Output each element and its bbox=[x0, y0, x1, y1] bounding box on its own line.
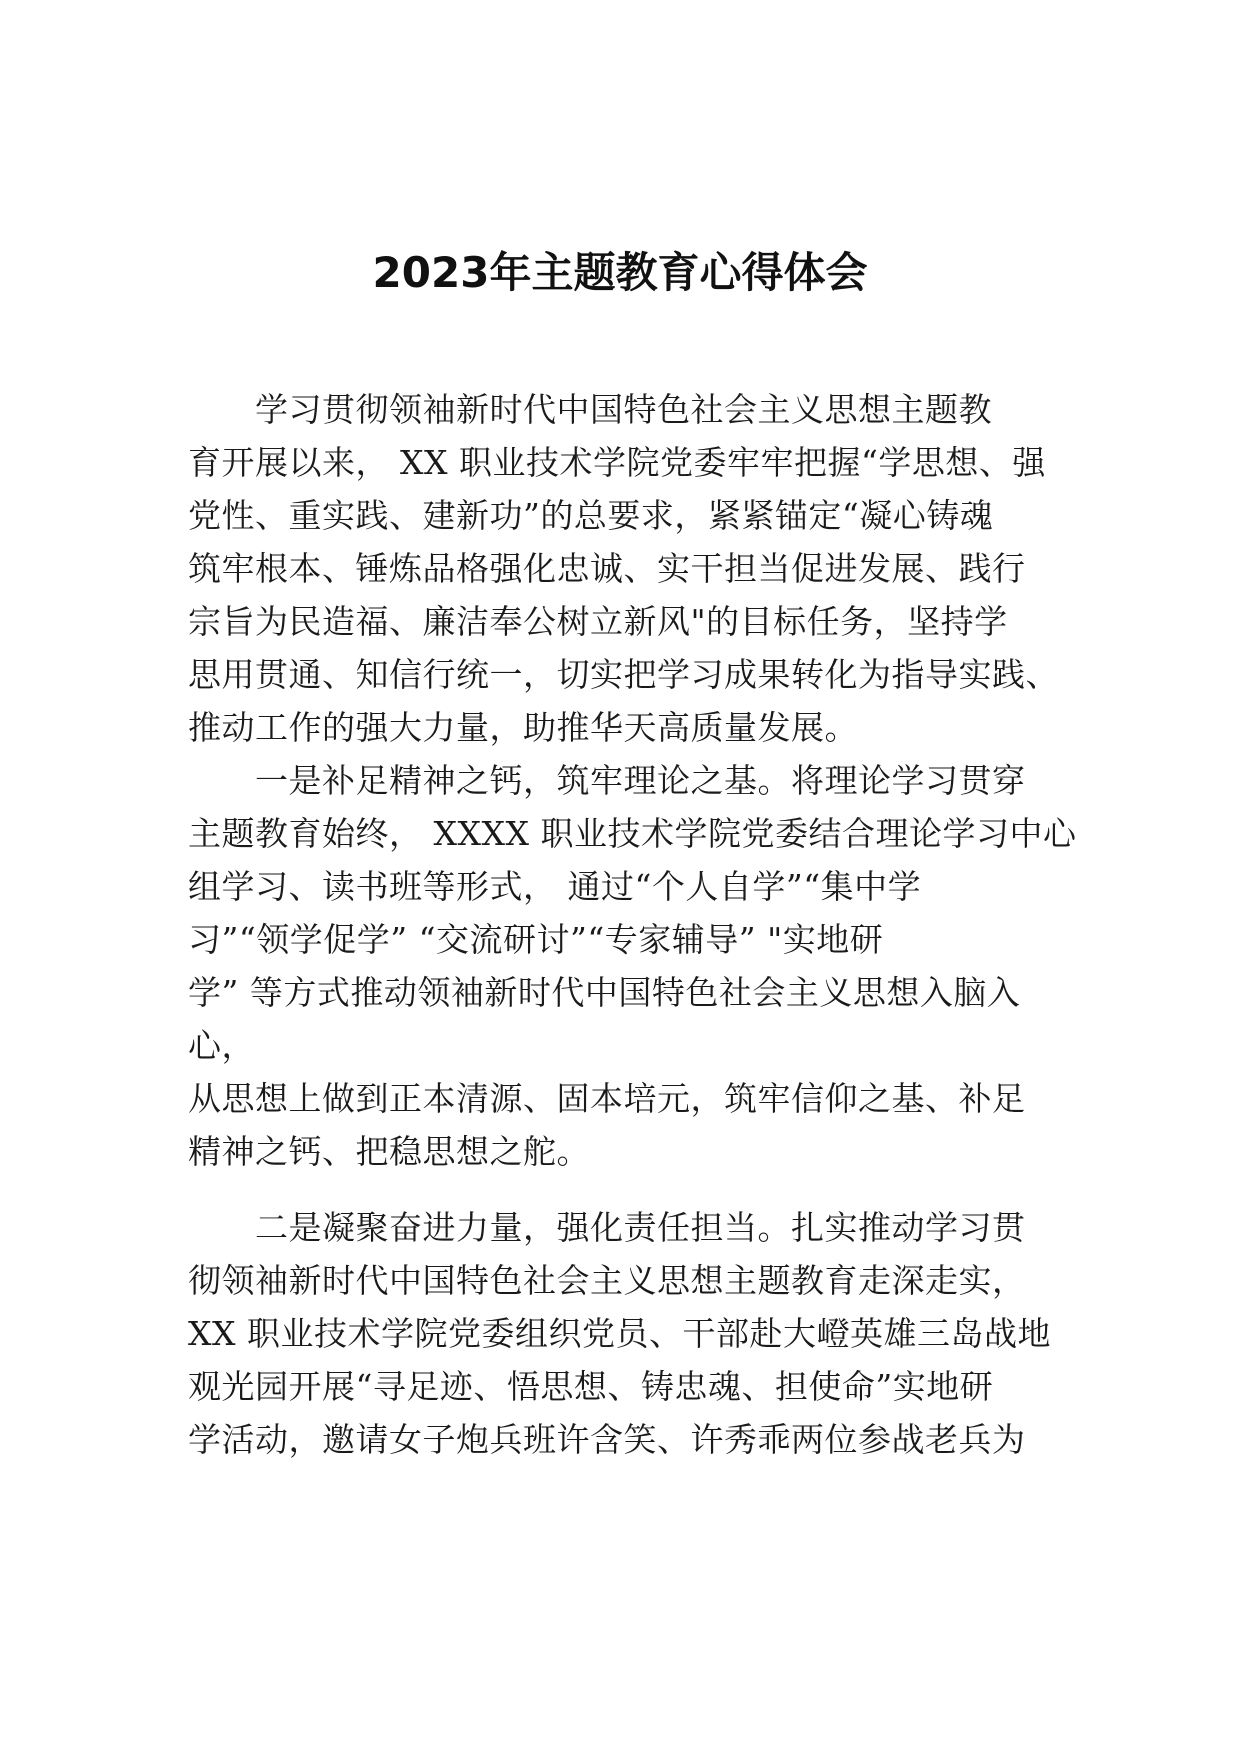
body-line: 彻领袖新时代中国特色社会主义思想主题教育走深走实， bbox=[188, 1261, 1026, 1300]
body-line: 一是补足精神之钙，筑牢理论之基。将理论学习贯穿 bbox=[255, 761, 1026, 800]
body-line: 学习贯彻领袖新时代中国特色社会主义思想主题教 bbox=[255, 390, 992, 429]
body-line: XX 职业技术学院党委组织党员、干部赴大嶝英雄三岛战地 bbox=[188, 1314, 1051, 1353]
body-line: 从思想上做到正本清源、固本培元，筑牢信仰之基、补足 bbox=[188, 1079, 1026, 1118]
body-line: 学活动，邀请女子炮兵班许含笑、许秀乖两位参战老兵为 bbox=[188, 1420, 1026, 1459]
body-line: 二是凝聚奋进力量，强化责任担当。扎实推动学习贯 bbox=[255, 1208, 1026, 1247]
body-line: 宗旨为民造福、廉洁奉公树立新风"的目标任务，坚持学 bbox=[188, 602, 1008, 641]
body-line: 育开展以来， XX 职业技术学院党委牢牢把握“学思想、强 bbox=[188, 443, 1046, 482]
body-line: 思用贯通、知信行统一，切实把学习成果转化为指导实践、 bbox=[188, 655, 1059, 694]
document-title: 2023年主题教育心得体会 bbox=[372, 248, 868, 297]
body-line: 主题教育始终， XXXX 职业技术学院党委结合理论学习中心 bbox=[188, 814, 1077, 853]
body-line: 筑牢根本、锤炼品格强化忠诚、实干担当促进发展、践行 bbox=[188, 549, 1026, 588]
body-line: 组学习、读书班等形式， 通过“个人自学”“集中学 bbox=[188, 867, 922, 906]
body-line: 习”“领学促学” “交流研讨”“专家辅导” "实地研 bbox=[188, 920, 884, 959]
body-line: 精神之钙、把稳思想之舵。 bbox=[188, 1132, 590, 1171]
body-line: 观光园开展“寻足迹、悟思想、铸忠魂、担使命”实地研 bbox=[188, 1367, 994, 1406]
body-line: 党性、重实践、建新功”的总要求，紧紧锚定“凝心铸魂 bbox=[188, 496, 994, 535]
body-line: 推动工作的强大力量，助推华天高质量发展。 bbox=[188, 708, 858, 747]
body-line: 学” 等方式推动领袖新时代中国特色社会主义思想入脑入 bbox=[188, 973, 1021, 1012]
body-line: 心， bbox=[188, 1026, 255, 1065]
